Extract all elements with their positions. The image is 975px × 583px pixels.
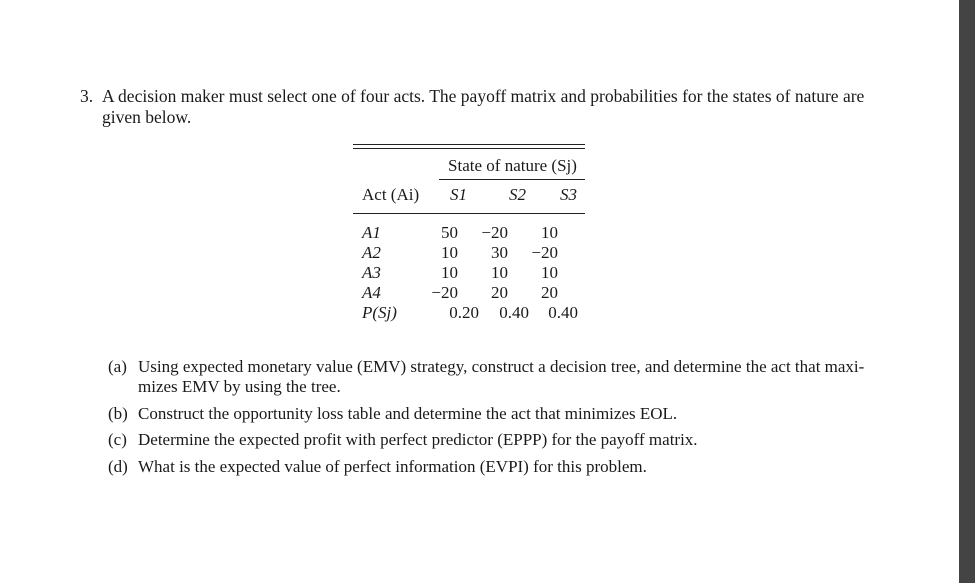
subpart-d <box>108 457 898 477</box>
problem-3 <box>80 86 890 128</box>
cell-s3: 0.40 <box>548 303 578 322</box>
caption-rule <box>439 179 585 180</box>
row-label: A1 <box>362 223 381 242</box>
cell-s1: 0.20 <box>449 303 479 322</box>
table-caption: State of nature (Sj) <box>448 156 577 175</box>
subpart-text: What is the expected value of perfect information (EVPI) for this problem. <box>138 457 647 476</box>
subpart-text: Determine the expected profit with perfect predictor (EPPP) for the payoff matrix. <box>138 430 698 449</box>
row-label: A3 <box>362 263 381 282</box>
cell-s3: −20 <box>531 243 558 262</box>
state-header-s2: S2 <box>509 185 526 204</box>
table-row-a3 <box>353 263 585 283</box>
problem-statement: A decision maker must select one of four acts. The payoff matrix and probabilities for the states of nature are given below. <box>102 86 865 127</box>
cell-s1: −20 <box>431 283 458 302</box>
table-row-probability <box>353 303 585 323</box>
cell-s2: −20 <box>481 223 508 242</box>
cell-s2: 30 <box>491 243 508 262</box>
row-label: A2 <box>362 243 381 262</box>
table-top-rule <box>353 144 585 149</box>
table-row-a2 <box>353 243 585 263</box>
state-header-s1: S1 <box>450 185 467 204</box>
cell-s2: 10 <box>491 263 508 282</box>
subpart-text: Construct the opportunity loss table and determine the act that minimizes EOL. <box>138 404 678 423</box>
subpart-tag: (d) <box>108 457 128 476</box>
subpart-tag: (b) <box>108 404 128 423</box>
subpart-tag: (c) <box>108 430 127 449</box>
table-header-rule <box>353 213 585 214</box>
subpart-text: Using expected monetary value (EMV) strategy, construct a decision tree, and determine the act that maxi- mizes EMV by using the tree. <box>138 357 865 396</box>
cell-s1: 10 <box>441 243 458 262</box>
row-label: A4 <box>362 283 381 302</box>
subpart-b <box>108 404 898 424</box>
table-header-row <box>353 185 585 205</box>
cell-s2: 20 <box>491 283 508 302</box>
table-row-a1 <box>353 223 585 243</box>
table-row-a4 <box>353 283 585 303</box>
scrollbar[interactable] <box>959 0 975 583</box>
cell-s3: 20 <box>541 283 558 302</box>
problem-number: 3. <box>80 86 94 106</box>
subpart-c <box>108 430 898 450</box>
cell-s2: 0.40 <box>499 303 529 322</box>
cell-s3: 10 <box>541 223 558 242</box>
row-header: Act (Ai) <box>362 185 420 204</box>
row-label: P(Sj) <box>362 303 397 322</box>
payoff-table <box>353 144 585 322</box>
subpart-a <box>108 357 898 397</box>
state-header-s3: S3 <box>560 185 577 204</box>
cell-s1: 50 <box>441 223 458 242</box>
cell-s1: 10 <box>441 263 458 282</box>
subpart-tag: (a) <box>108 357 127 376</box>
cell-s3: 10 <box>541 263 558 282</box>
